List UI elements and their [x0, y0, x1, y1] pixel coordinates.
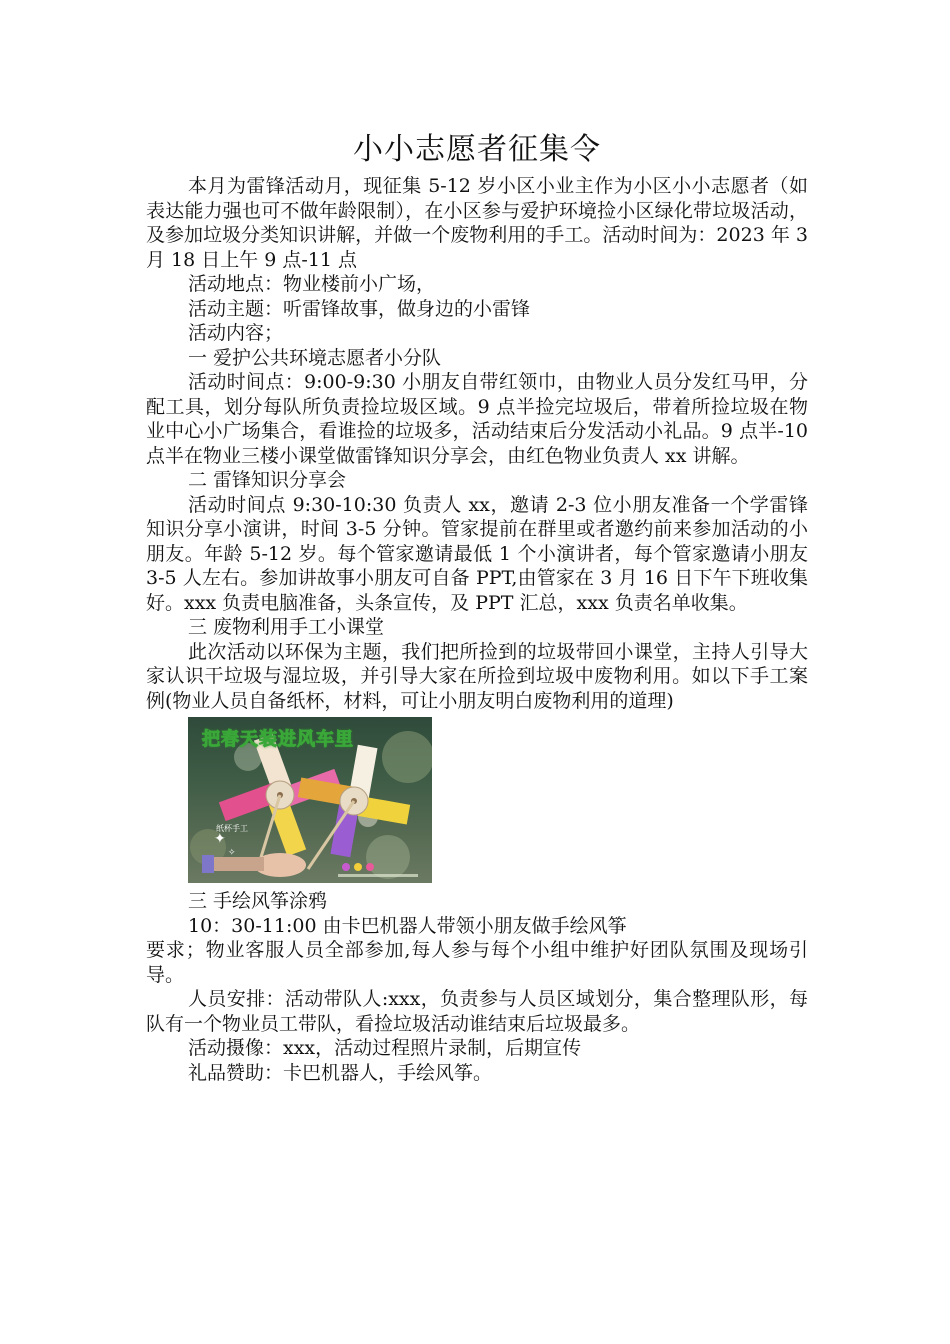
section-two-heading: 二 雷锋知识分享会 — [188, 469, 347, 491]
sponsor-line: 礼品赞助：卡巴机器人，手绘风筝。 — [188, 1061, 493, 1084]
svg-text:✦: ✦ — [214, 831, 226, 847]
photo-banner-text: 把春天装进风车里 — [202, 729, 354, 750]
staff-arrangement-paragraph: 人员安排：活动带队人:xxx，负责参与人员区域划分，集合整理队形，每队有一个物业员工带队，看捡垃圾活动谁结束后垃圾最多。 — [146, 988, 808, 1035]
kite-time-line: 10：30-11:00 由卡巴机器人带领小朋友做手绘风筝 — [188, 914, 627, 937]
pinwheel-craft-photo — [188, 717, 432, 883]
section-kite-heading: 三 手绘风筝涂鸦 — [188, 890, 328, 912]
section-two-body: 活动时间点 9:30-10:30 负责人 xx，邀请 2-3 位小朋友准备一个学雷锋知识分享小演讲，时间 3-5 分钟。管家提前在群里或者邀约前来参加活动的小朋友。年龄 5-12 岁。每个管家邀请最低 1 个小演讲者，每个管家邀请小朋友 3-5 人左右。参加讲故事小朋友可自备 PPT,由管家在 3 月 16 日下午下班收集好。xxx 负责电脑准备，头条宣传，及 PPT 汇总，xxx 负责名单收集。 — [146, 493, 808, 614]
location-line: 活动地点：物业楼前小广场， — [188, 273, 436, 295]
intro-paragraph: 本月为雷锋活动月，现征集 5-12 岁小区小业主作为小区小小志愿者（如表达能力强也可不做年龄限制），在小区参与爱护环境捡小区绿化带垃圾活动，及参加垃圾分类知识讲解，并做一个废物利用的手工。活动时间为：2023 年 3 月 18 日上午 9 点-11 点 — [146, 175, 808, 271]
requirements-paragraph: 要求；物业客服人员全部参加,每人参与每个小组中维护好团队氛围及现场引导。 — [146, 939, 808, 986]
svg-text:✧: ✧ — [228, 848, 236, 858]
section-one-heading: 一 爱护公共环境志愿者小分队 — [188, 346, 442, 369]
photography-line: 活动摄像：xxx，活动过程照片录制，后期宣传 — [188, 1037, 582, 1059]
document-page — [146, 128, 808, 1085]
photo-caption-text: 纸杯手工 — [216, 824, 248, 833]
section-three-heading: 三 废物利用手工小课堂 — [188, 616, 385, 638]
theme-line: 活动主题：听雷锋故事，做身边的小雷锋 — [188, 297, 531, 320]
section-one-body: 活动时间点：9:00-9:30 小朋友自带红领巾，由物业人员分发红马甲，分配工具，划分每队所负责捡垃圾区域。9 点半捡完垃圾后，带着所捡垃圾在物业中心小广场集合，看谁捡的垃圾多，活动结束后分发活动小礼品。9 点半-10 点半在物业三楼小课堂做雷锋知识分享会，由红色物业负责人 xx 讲解。 — [146, 371, 808, 467]
content-heading: 活动内容； — [188, 322, 284, 344]
section-three-body: 此次活动以环保为主题，我们把所捡到的垃圾带回小课堂，主持人引导大家认识干垃圾与湿垃圾，并引导大家在所捡到垃圾中废物利用。如以下手工案例(物业人员自备纸杯，材料，可让小朋友明白废物利用的道理) — [146, 640, 808, 712]
document-title: 小小志愿者征集令 — [353, 132, 601, 167]
